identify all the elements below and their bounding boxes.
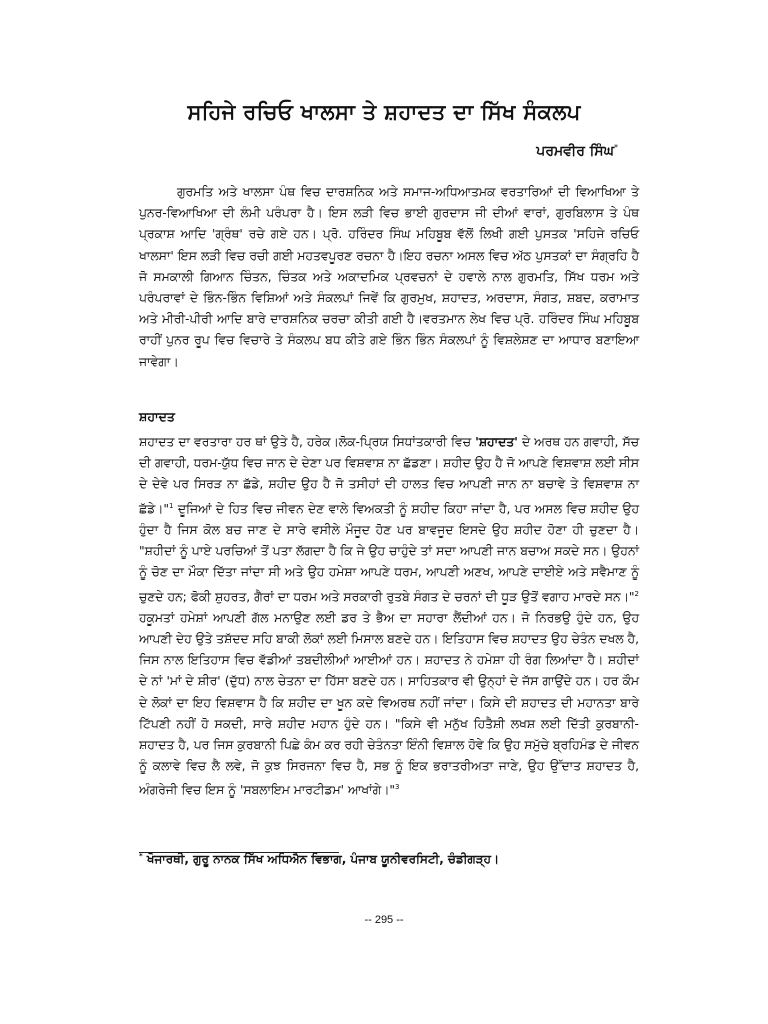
bold-term: 'ਸ਼ਹਾਦਤ': [475, 435, 518, 449]
page-number: -- 295 --: [364, 914, 404, 926]
author-footnote-mark: *: [614, 143, 618, 152]
section-paragraph: [139, 432, 639, 802]
footnote-ref-3: 3: [395, 783, 400, 792]
footnote-ref-1: 1: [169, 501, 174, 510]
footnote-text: ਖੋਜਾਰਥੀ, ਗੁਰੂ ਨਾਨਕ ਸਿੱਖ ਅਧਿਐਨ ਵਿਭਾਗ, ਪੰਜਾਬ ਯੂਨੀਵਰਸਿਟੀ, ਚੰਡੀਗੜ੍ਹ।: [142, 852, 500, 866]
paragraph-text: ਹਕੂਮਤਾਂ ਹਮੇਸ਼ਾਂ ਆਪਣੀ ਗੱਲ ਮਨਾਉਣ ਲਈ ਡਰ ਤੇ ਭੈਅ ਦਾ ਸਹਾਰਾ ਲੈਂਦੀਆਂ ਹਨ। ਜੋ ਨਿਰਭਉ ਹੁੰਦੇ ਹਨ, ਉਹ ਆਪਣੀ ਦੇਹ ਉਤੇ ਤਸ਼ੱਦਦ ਸਹਿ ਬਾਕੀ ਲੋਕਾਂ ਲਈ ਮਿਸਾਲ ਬਣਦੇ ਹਨ। ਇਤਿਹਾਸ ਵਿਚ ਸ਼ਹਾਦਤ ਉਹ ਚੇਤੰਨ ਦਖਲ ਹੈ, ਜਿਸ ਨਾਲ ਇਤਿਹਾਸ ਵਿਚ ਵੱਡੀਆਂ ਤਬਦੀਲੀਆਂ ਆਈਆਂ ਹਨ। ਸ਼ਹਾਦਤ ਨੇ ਹਮੇਸ਼ਾ ਹੀ ਰੰਗ ਲਿਆਂਦਾ ਹੈ। ਸ਼ਹੀਦਾਂ ਦੇ ਨਾਂ 'ਮਾਂ ਦੇ ਸ਼ੀਰ' (ਦੁੱਧ) ਨਾਲ ਚੇਤਨਾ ਦਾ ਹਿੱਸਾ ਬਣਦੇ ਹਨ। ਸਾਹਿਤਕਾਰ ਵੀ ਉਨ੍ਹਾਂ ਦੇ ਜੱਸ ਗਾਉਂਦੇ ਹਨ। ਹਰ ਕੌਮ ਦੇ ਲੋਕਾਂ ਦਾ ਇਹ ਵਿਸ਼ਵਾਸ ਹੈ ਕਿ ਸ਼ਹੀਦ ਦਾ ਖੂਨ ਕਦੇ ਵਿਅਰਥ ਨਹੀਂ ਜਾਂਦਾ। ਕਿਸੇ ਦੀ ਸ਼ਹਾਦਤ ਦੀ ਮਹਾਨਤਾ ਬਾਰੇ ਟਿੱਪਣੀ ਨਹੀਂ ਹੋ ਸਕਦੀ, ਸਾਰੇ ਸ਼ਹੀਦ ਮਹਾਨ ਹੁੰਦੇ ਹਨ। "ਕਿਸੇ ਵੀ ਮਨੁੱਖ ਹਿਤੈਸ਼ੀ ਲਖਸ਼ ਲਈ ਦਿੱਤੀ ਕੁਰਬਾਨੀ- ਸ਼ਹਾਦਤ ਹੈ, ਪਰ ਜਿਸ ਕੁਰਬਾਨੀ ਪਿਛੇ ਕੰਮ ਕਰ ਰਹੀ ਚੇਤੰਨਤਾ ਇੰਨੀ ਵਿਸ਼ਾਲ ਹੋਵੇ ਕਿ ਉਹ ਸਮੁੱਚੇ ਬ੍ਰਹਿਮੰਡ ਦੇ ਜੀਵਨ ਨੂੰ ਕਲਾਵੇ ਵਿਚ ਲੈ ਲਵੇ, ਜੋ ਕੁਝ ਸਿਰਜਨਾ ਵਿਚ ਹੈ, ਸਭ ਨੂੰ ਇਕ ਭਰਾਤਰੀਅਤਾ ਜਾਣੇ, ਉਹ ਉੱਦਾਤ ਸ਼ਹਾਦਤ ਹੈ, ਅੰਗਰੇਜੀ ਵਿਚ ਇਸ ਨੂੰ 'ਸਬਲਾਇਮ ਮਾਰਟੀਡਮ' ਆਖਾਂਗੇ।": [139, 610, 639, 798]
intro-paragraph: ਗੁਰਮਤਿ ਅਤੇ ਖਾਲਸਾ ਪੰਥ ਵਿਚ ਦਾਰਸ਼ਨਿਕ ਅਤੇ ਸਮਾਜ-ਅਧਿਆਤਮਕ ਵਰਤਾਰਿਆਂ ਦੀ ਵਿਆਖਿਆ ਤੇ ਪੁਨਰ-ਵਿਆਖਿਆ ਦੀ ਲੰਮੀ ਪਰੰਪਰਾ ਹੈ। ਇਸ ਲੜੀ ਵਿਚ ਭਾਈ ਗੁਰਦਾਸ ਜੀ ਦੀਆਂ ਵਾਰਾਂ, ਗੁਰਬਿਲਾਸ ਤੇ ਪੰਥ ਪ੍ਰਕਾਸ਼ ਆਦਿ 'ਗ੍ਰੰਥ' ਰਚੇ ਗਏ ਹਨ। ਪ੍ਰੋ. ਹਰਿੰਦਰ ਸਿੰਘ ਮਹਿਬੂਬ ਵੱਲੋਂ ਲਿਖੀ ਗਈ ਪੁਸਤਕ 'ਸਹਿਜੇ ਰਚਿਓ ਖਾਲਸਾ' ਇਸ ਲੜੀ ਵਿਚ ਰਚੀ ਗਈ ਮਹਤਵਪੂਰਣ ਰਚਨਾ ਹੈ।ਇਹ ਰਚਨਾ ਅਸਲ ਵਿਚ ਅੱਠ ਪੁਸਤਕਾਂ ਦਾ ਸੰਗ੍ਰਹਿ ਹੈ ਜੋ ਸਮਕਾਲੀ ਗਿਆਨ ਚਿੰਤਨ, ਚਿੰਤਕ ਅਤੇ ਅਕਾਦਮਿਕ ਪ੍ਰਵਚਨਾਂ ਦੇ ਹਵਾਲੇ ਨਾਲ ਗੁਰਮਤਿ, ਸਿੱਖ ਧਰਮ ਅਤੇ ਪਰੰਪਰਾਵਾਂ ਦੇ ਭਿੰਨ-ਭਿੰਨ ਵਿਸ਼ਿਆਂ ਅਤੇ ਸੰਕਲਪਾਂ ਜਿਵੇਂ ਕਿ ਗੁਰਮੁਖ, ਸ਼ਹਾਦਤ, ਅਰਦਾਸ, ਸੰਗਤ, ਸ਼ਬਦ, ਕਰਾਮਾਤ ਅਤੇ ਮੀਰੀ-ਪੀਰੀ ਆਦਿ ਬਾਰੇ ਦਾਰਸ਼ਨਿਕ ਚਰਚਾ ਕੀਤੀ ਗਈ ਹੈ।ਵਰਤਮਾਨ ਲੇਖ ਵਿਚ ਪ੍ਰੋ. ਹਰਿੰਦਰ ਸਿੰਘ ਮਹਿਬੂਬ ਰਾਹੀਂ ਪੁਨਰ ਰੂਪ ਵਿਚ ਵਿਚਾਰੇ ਤੇ ਸੰਕਲਪ ਬਧ ਕੀਤੇ ਗਏ ਭਿੰਨ ਭਿੰਨ ਸੰਕਲਪਾਂ ਨੂੰ ਵਿਸ਼ਲੇਸ਼ਣ ਦਾ ਆਧਾਰ ਬਣਾਇਆ ਜਾਵੇਗਾ।: [139, 185, 639, 369]
footnote-ref-2: 2: [634, 589, 639, 598]
footnote-mark: *: [139, 852, 143, 860]
author-name: [536, 143, 618, 160]
article-title: ਸਹਿਜੇ ਰਚਿਓ ਖਾਲਸਾ ਤੇ ਸ਼ਹਾਦਤ ਦਾ ਸਿੱਖ ਸੰਕਲਪ: [187, 100, 581, 124]
paragraph-text: ਦੂਜਿਆਂ ਦੇ ਹਿਤ ਵਿਚ ਜੀਵਨ ਦੇਣ ਵਾਲੇ ਵਿਅਕਤੀ ਨੂੰ ਸ਼ਹੀਦ ਕਿਹਾ ਜਾਂਦਾ ਹੈ, ਪਰ ਅਸਲ ਵਿਚ ਸ਼ਹੀਦ ਉਹ ਹੁੰਦਾ ਹੈ ਜਿਸ ਕੋਲ ਬਚ ਜਾਣ ਦੇ ਸਾਰੇ ਵਸੀਲੇ ਮੌਜੂਦ ਹੋਣ ਪਰ ਬਾਵਜੂਦ ਇਸਦੇ ਉਹ ਸ਼ਹੀਦ ਹੋਣਾ ਹੀ ਚੁਣਦਾ ਹੈ। "ਸ਼ਹੀਦਾਂ ਨੂੰ ਪਾਏ ਪਰਚਿਆਂ ਤੋਂ ਪਤਾ ਲੱਗਦਾ ਹੈ ਕਿ ਜੇ ਉਹ ਚਾਹੁੰਦੇ ਤਾਂ ਸਦਾ ਆਪਣੀ ਜਾਨ ਬਚਾਅ ਸਕਦੇ ਸਨ। ਉਹਨਾਂ ਨੂੰ ਚੋਣ ਦਾ ਮੌਕਾ ਦਿੱਤਾ ਜਾਂਦਾ ਸੀ ਅਤੇ ਉਹ ਹਮੇਸ਼ਾ ਆਪਣੇ ਧਰਮ, ਆਪਣੀ ਅਣਖ, ਆਪਣੇ ਦਾਈਏ ਅਤੇ ਸਵੈਮਾਣ ਨੂੰ ਚੁਣਦੇ ਹਨ; ਫੋਕੀ ਸ਼ੁਹਰਤ, ਗੈਰਾਂ ਦਾ ਧਰਮ ਅਤੇ ਸਰਕਾਰੀ ਰੁਤਬੇ ਸੰਗਤ ਦੇ ਚਰਨਾਂ ਦੀ ਧੂੜ ਉਤੋਂ ਵਗਾਹ ਮਾਰਦੇ ਸਨ।": [139, 501, 639, 604]
author-name-text: ਪਰਮਵੀਰ ਸਿੰਘ: [536, 143, 614, 160]
paragraph-text: ਸ਼ਹਾਦਤ ਦਾ ਵਰਤਾਰਾ ਹਰ ਥਾਂ ਉਤੇ ਹੈ, ਹਰੇਕ।ਲੋਕ-ਪ੍ਰਿਯ ਸਿਧਾਂਤਕਾਰੀ ਵਿਚ: [139, 435, 476, 449]
paragraph-text: ਦੇ ਅਰਥ ਹਨ ਗਵਾਹੀ, ਸੱਚ ਦੀ ਗਵਾਹੀ, ਧਰਮ-ਯੁੱਧ ਵਿਚ ਜਾਨ ਦੇ ਦੇਣਾ ਪਰ ਵਿਸ਼ਵਾਸ਼ ਨਾ ਛੱਡਣਾ। ਸ਼ਹੀਦ ਉਹ ਹੈ ਜੋ ਆਪਣੇ ਵਿਸ਼ਵਾਸ਼ ਲਈ ਸੀਸ ਦੇ ਦੇਵੇ ਪਰ ਸਿਰੜ ਨਾ ਛੱਡੇ, ਸ਼ਹੀਦ ਉਹ ਹੈ ਜੋ ਤਸੀਹਾਂ ਦੀ ਹਾਲਤ ਵਿਚ ਆਪਣੀ ਜਾਨ ਨਾ ਬਚਾਵੇ ਤੇ ਵਿਸ਼ਵਾਸ਼ ਨਾ ਛੱਡੇ।": [139, 435, 640, 516]
section-heading: ਸ਼ਹਾਦਤ: [139, 409, 175, 424]
author-affiliation-footnote: [139, 852, 639, 867]
